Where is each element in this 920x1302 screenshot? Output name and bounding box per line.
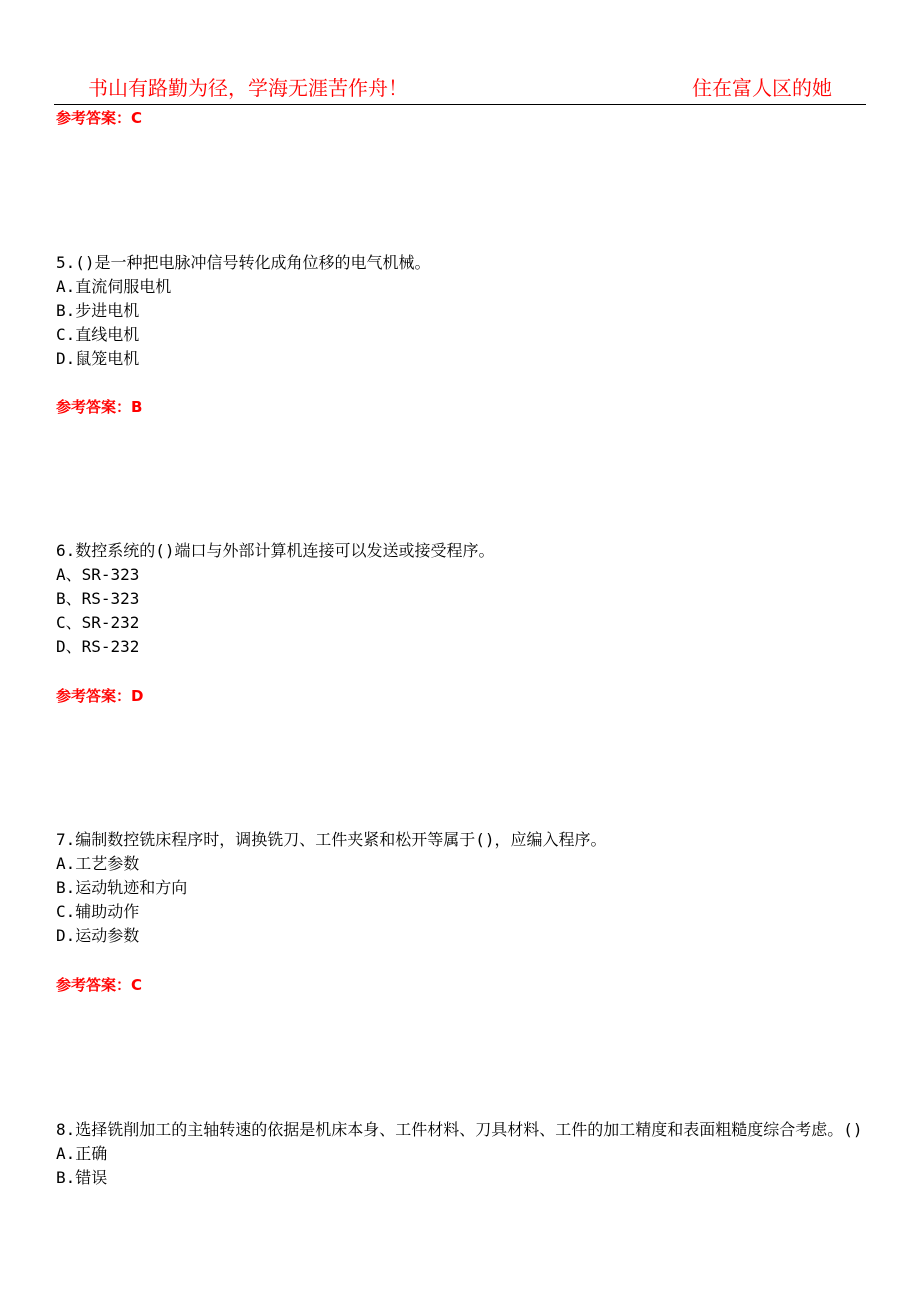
answer-4: 参考答案：C <box>56 109 143 127</box>
question-text: 5.()是一种把电脉冲信号转化成角位移的电气机械。 <box>56 253 431 272</box>
option-a: A.直流伺服电机 <box>56 277 172 296</box>
page-header <box>54 66 866 105</box>
option-b: B.运动轨迹和方向 <box>56 878 188 897</box>
option-b: B.错误 <box>56 1168 108 1187</box>
answer-6: 参考答案：D <box>56 687 144 705</box>
option-d: D.鼠笼电机 <box>56 349 140 368</box>
option-c: C.辅助动作 <box>56 902 140 921</box>
option-b: B、RS-323 <box>56 589 140 608</box>
option-c: C.直线电机 <box>56 325 140 344</box>
option-b: B.步进电机 <box>56 301 140 320</box>
option-a: A、SR-323 <box>56 565 140 584</box>
question-6 <box>56 539 870 659</box>
question-text: 8.选择铣削加工的主轴转速的依据是机床本身、工件材料、刀具材料、工件的加工精度和表面粗糙度综合考虑。() <box>56 1120 863 1139</box>
option-a: A.工艺参数 <box>56 854 140 873</box>
question-text: 6.数控系统的()端口与外部计算机连接可以发送或接受程序。 <box>56 541 495 560</box>
option-d: D.运动参数 <box>56 926 140 945</box>
question-7 <box>56 828 870 948</box>
question-8 <box>56 1118 870 1190</box>
header-motto: 书山有路勤为径，学海无涯苦作舟！ <box>88 76 408 100</box>
answer-5: 参考答案：B <box>56 398 143 416</box>
option-c: C、SR-232 <box>56 613 140 632</box>
question-text: 7.编制数控铣床程序时，调换铣刀、工件夹紧和松开等属于()，应编入程序。 <box>56 830 607 849</box>
question-5 <box>56 251 870 371</box>
option-d: D、RS-232 <box>56 637 140 656</box>
header-author: 住在富人区的她 <box>692 76 832 100</box>
option-a: A.正确 <box>56 1144 108 1163</box>
answer-7: 参考答案：C <box>56 976 143 994</box>
